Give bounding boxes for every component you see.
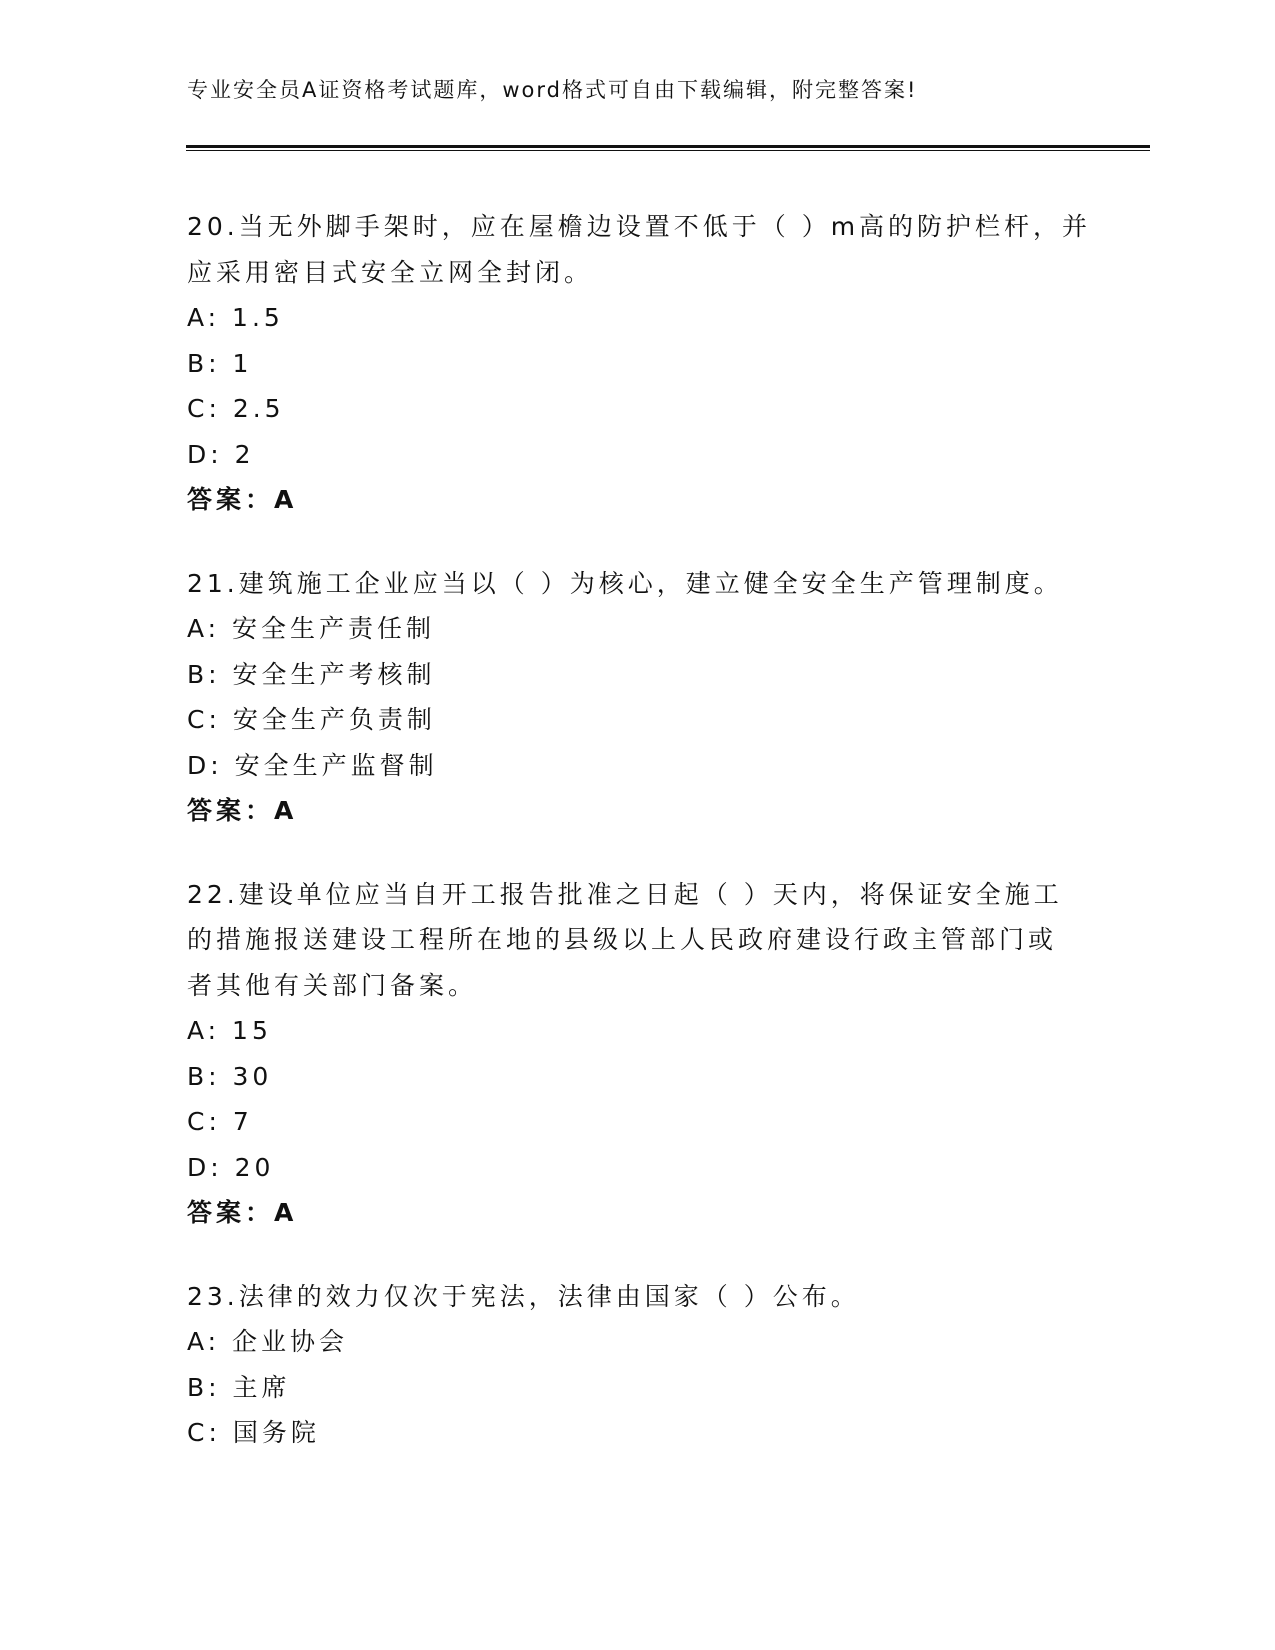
- answer: 答案：A: [187, 796, 298, 825]
- question-stem: 的措施报送建设工程所在地的县级以上人民政府建设行政主管部门或: [187, 925, 1058, 954]
- question-21: [187, 561, 1087, 834]
- question-stem: 23.法律的效力仅次于宪法，法律由国家（ ）公布。: [187, 1281, 860, 1311]
- question-stem: 应采用密目式安全立网全封闭。: [187, 257, 594, 287]
- option-c: C: 国务院: [187, 1418, 320, 1447]
- option-d: D: 安全生产监督制: [187, 750, 438, 780]
- option-d: D: 20: [187, 1152, 275, 1182]
- answer: 答案：A: [187, 485, 298, 514]
- header-rule-thin: [186, 150, 1150, 151]
- question-stem: 20.当无外脚手架时，应在屋檐边设置不低于（ ）m高的防护栏杆，并: [187, 212, 1092, 241]
- option-b: B: 主席: [187, 1372, 291, 1402]
- question-stem: 22.建设单位应当自开工报告批准之日起（ ）天内，将保证安全施工: [187, 879, 1063, 909]
- question-stem: 者其他有关部门备案。: [187, 970, 478, 1000]
- option-a: A: 企业协会: [187, 1327, 349, 1356]
- question-20: [187, 204, 1092, 523]
- question-stem: 21.建筑施工企业应当以（ ）为核心，建立健全安全生产管理制度。: [187, 568, 1063, 598]
- answer: 答案：A: [187, 1198, 298, 1227]
- page-header: 专业安全员A证资格考试题库，word格式可自由下载编辑，附完整答案!: [187, 78, 918, 102]
- option-a: A: 15: [187, 1016, 272, 1045]
- option-d: D: 2: [187, 439, 255, 469]
- option-a: A: 安全生产责任制: [187, 614, 436, 643]
- option-b: B: 30: [187, 1061, 273, 1091]
- question-list: [187, 204, 1092, 1494]
- option-c: C: 2.5: [187, 394, 285, 423]
- option-b: B: 1: [187, 348, 253, 378]
- question-23: [187, 1274, 1087, 1456]
- question-22: [187, 872, 1087, 1236]
- option-b: B: 安全生产考核制: [187, 659, 436, 689]
- option-a: A: 1.5: [187, 303, 284, 332]
- header-rule-thick: [186, 145, 1150, 148]
- option-c: C: 7: [187, 1107, 253, 1136]
- option-c: C: 安全生产负责制: [187, 705, 436, 734]
